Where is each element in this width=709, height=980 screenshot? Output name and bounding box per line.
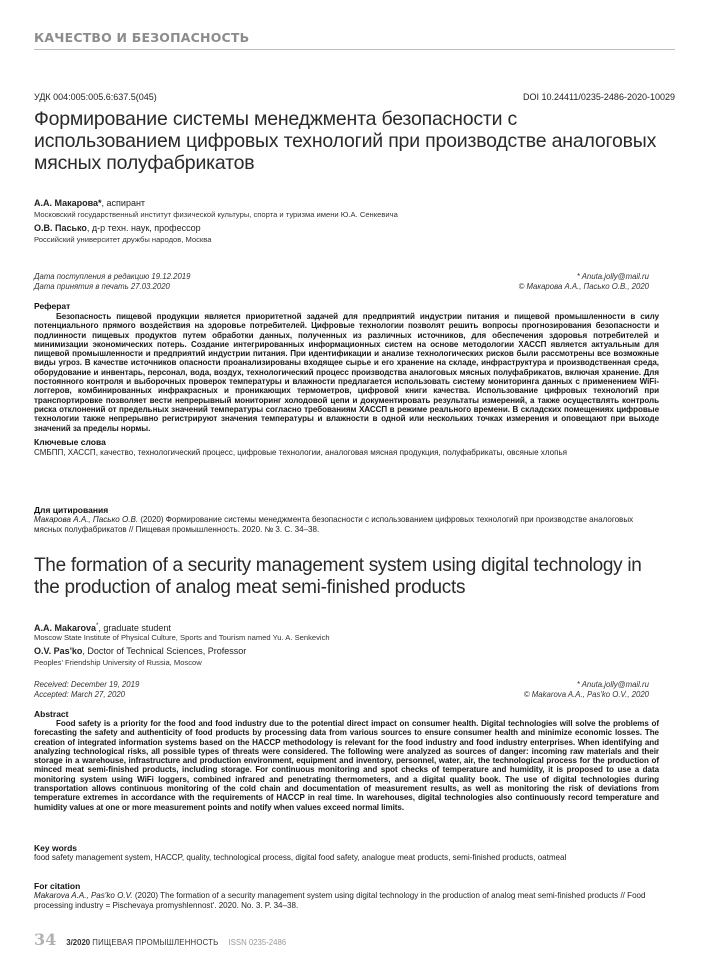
citation-heading-en: For citation [34, 881, 81, 891]
author-ru-1 [34, 198, 145, 209]
citation-text: (2020) The formation of a security management system using digital technology in the production of analog meat semi-finished products // Food processing industry = Pischevaya promyshlennost'. 2020. No. 3. P. 34–38. [34, 891, 646, 910]
page-footer [34, 930, 286, 949]
citation-authors: Makarova A.A., Pas'ko O.V. [34, 891, 133, 900]
citation-en [34, 891, 659, 910]
accepted-date: Дата принятия в печать 27.03.2020 [34, 282, 170, 291]
author-name: A.A. Makarova [34, 623, 97, 633]
author-en-2 [34, 646, 246, 657]
author-role: , д-р техн. наук, профессор [86, 223, 201, 233]
author-role: , Doctor of Technical Sciences, Professor [82, 646, 247, 656]
received-date: Received: December 19, 2019 [34, 680, 140, 689]
section-header: КАЧЕСТВО И БЕЗОПАСНОСТЬ [34, 30, 250, 45]
affiliation-ru-2: Российский университет дружбы народов, Москва [34, 235, 212, 244]
citation-heading-ru: Для цитирования [34, 505, 109, 515]
author-star: * [96, 623, 99, 629]
affiliation-en-2: Peoples' Friendship University of Russia, Moscow [34, 658, 202, 667]
copyright: © Makarova A.A., Pas'ko O.V., 2020 [523, 690, 649, 699]
page-number: 34 [34, 930, 57, 949]
journal-name: ПИЩЕВАЯ ПРОМЫШЛЕННОСТЬ [92, 938, 219, 947]
dates-ru [34, 272, 649, 292]
udk-code: УДК 004:005:005.6:637.5(045) [34, 92, 157, 102]
author-role: , graduate student [98, 623, 171, 633]
author-ru-2 [34, 223, 201, 234]
author-name: А.А. Макарова* [34, 198, 102, 208]
doi: DOI 10.24411/0235-2486-2020-10029 [523, 92, 675, 102]
abstract-en: Food safety is a priority for the food and food industry due to the potential direct impact on consumer health. Digital technologies will solve the problems of forecasting the safety and authenticity of food products by processing data from various sources to ensure consumer health and minimize economic losses. The creation of integrated information systems based on the HACCP methodology is relevant for the food industry and food industry enterprises. When identifying and analyzing technological risks, all possible types of threats were considered. The following were analyzed as sources of danger: incoming raw materials and their storage in a warehouse, infrastructure and production environment, equipment and inventory, personnel, water, air, the technological process for the production of minced meat semi-finished products, including storage. For continuous monitoring and spot checks of temperature and humidity, it is proposed to use a data monitoring system using WiFi loggers, combined infrared and penetrating thermometers, and a digital quality book. The use of digital technologies during transportation allows continuous monitoring of the cold chain and documentation of measurement results, as well as monitoring the risk of deviations from temperature extremes in accordance with the requirements of HACCP in real time. In warehouses, digital technologies also continuously record temperature and humidity values at one or more measurement points and notify when values exceed normal limits. [34, 719, 659, 812]
author-name: О.В. Пасько [34, 223, 87, 233]
citation-authors: Макарова А.А., Пасько О.В. [34, 515, 139, 524]
keywords-en: food safety management system, HACCP, quality, technological process, digital food safety, analogue meat products, semi-finished products, oatmeal [34, 853, 567, 862]
contact-email: * Anuta.jolly@mail.ru [576, 272, 649, 281]
title-ru: Формирование системы менеджмента безопасности с использованием цифровых технологий при производстве аналоговых мясных полуфабрикатов [34, 108, 657, 174]
meta-row [34, 92, 675, 102]
citation-text: (2020) Формирование системы менеджмента безопасности с использованием цифровых технологий при производстве аналоговых мясных полуфабрикатов // Пищевая промышленность. 2020. № 3. С. 34–38. [34, 515, 634, 534]
author-name: O.V. Pas'ko [34, 646, 83, 656]
received-date: Дата поступления в редакцию 19.12.2019 [34, 272, 191, 281]
abstract-ru: Безопасность пищевой продукции является приоритетной задачей для предприятий индустрии питания и пищевой промышленности в силу потенциального прямого воздействия на здоровье потребителей. Цифровые технологии позволят решить вопросы прогнозирования безопасности и подлинности пищевых продуктов путем обработки данных, полученных из различных источников, для обеспечения здоровья потребителей и минимизации экономических потерь. Создание интегрированных информационных систем на основе методологии ХАССП является актуальным для пищевой промышленности и предприятий индустрии питания. При идентификации и анализе технологических рисков были рассмотрены все возможные виды угроз. В качестве источников опасности проанализированы входящее сырье и его хранение на складе, инфраструктура и производственная среда, оборудование и инвентарь, персонал, вода, воздух, технологический процесс производства аналоговых мясных полуфабрикатов, включая хранение. Для постоянного контроля и выборочных проверок температуры и влажности предлагается использовать систему мониторинга данных с применением WiFi-логгеров, комбинированных инфракрасных и проникающих термометров, цифровой книги качества. Использование цифровых технологий при транспортировке позволяет вести непрерывный мониторинг холодовой цепи и документировать результаты измерений, а также осуществлять контроль риска отклонений от предельных значений температуры согласно требованиям ХАССП в режиме реального времени. В складских помещениях цифровые технологии также непрерывно регистрируют значения температуры и влажности в одной или нескольких точках измерения и оповещают при выходе значений за пределы нормы. [34, 312, 659, 433]
citation-ru [34, 515, 659, 534]
issue-number: 3/2020 [66, 938, 91, 947]
keywords-heading-en: Key words [34, 843, 77, 853]
accepted-date: Accepted: March 27, 2020 [34, 690, 126, 699]
keywords-heading-ru: Ключевые слова [34, 437, 106, 447]
author-role: , аспирант [101, 198, 146, 208]
contact-email: * Anuta.jolly@mail.ru [576, 680, 649, 689]
keywords-ru: СМБПП, ХАССП, качество, технологический процесс, цифровые технологии, аналоговая мясная продукция, полуфабрикаты, овсяные хлопья [34, 448, 567, 457]
dates-en [34, 680, 649, 700]
affiliation-en-1: Moscow State Institute of Physical Culture, Sports and Tourism named Yu. A. Senkevich [34, 633, 330, 642]
title-en: The formation of a security management system using digital technology in the production of analog meat semi-finished products [34, 555, 642, 598]
abstract-heading-ru: Реферат [34, 301, 71, 311]
footer-journal [66, 938, 218, 947]
issn: ISSN 0235-2486 [228, 938, 287, 947]
affiliation-ru-1: Московский государственный институт физической культуры, спорта и туризма имени Ю.А. Сенкевича [34, 210, 398, 219]
abstract-heading-en: Abstract [34, 709, 69, 719]
copyright: © Макарова А.А., Пасько О.В., 2020 [518, 282, 649, 291]
header-rule [34, 49, 675, 50]
